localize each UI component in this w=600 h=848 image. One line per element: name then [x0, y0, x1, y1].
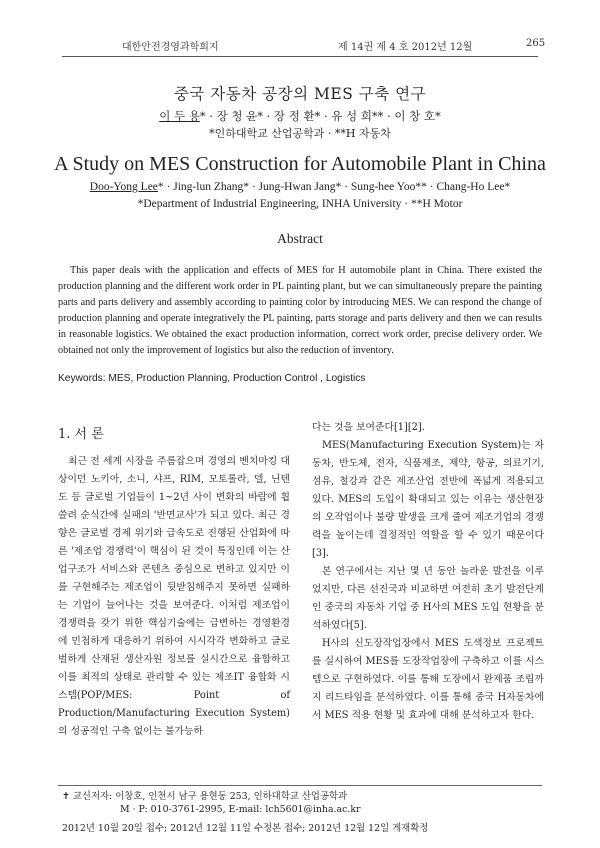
korean-title: 중국 자동차 공장의 MES 구축 연구: [173, 85, 427, 103]
abstract-body: This paper deals with the application and effects of MES for H automobile plant in China. There existed the production planning and the different work order in PL painting plant, but we can simultaneously prepare the painting parts and parts delivery and assembly according to painting color by introducing MES. We can respond the change of production planning and operate integratively the PL painting, parts storage and parts delivery and then we can results in reasonable logistics. We obtained the exact production information, correct work order, precise delivery order. We obtained not only the improvement of logistics but also the reduction of inventory.: [58, 265, 542, 356]
footnote-dates: 2012년 10월 20일 접수; 2012년 12월 11일 수정본 접수; 2012년 12월 12일 게재확정: [62, 823, 429, 834]
left-column-text: 최근 전 세계 시장을 주름잡으며 경영의 벤치마킹 대상이던 노키아, 소니, 샤프, RIM, 모토롤라, 델, 닌텐도 등 글로벌 기업들이 1~2년 사이 변화의 바람에 휩쓸려 순식간에 실패의 '반면교사'가 되고 있다. 최근 경향은 글로벌 경제 위기와 급속도로 진행된 산업화에 따른 '제조업 경쟁력'이 핵심이 된 것이 특징인데 이는 산업구조가 서비스와 콘텐츠 중심으로 변하고 있지만 이를 구현해주는 제조업이 뒷받침해주지 못하면 실패하는 기업이 늘어나는 것을 보여준다. 이처럼 제조업이 경쟁력을 갖기 위한 핵심기술에는 급변하는 경영환경에 민첩하게 대응하기 위하여 시시각각 변화하고 글로벌하게 산재된 생산자원 정보를 실시간으로 융합하고 이를 최적의 상태로 관리할 수 있는 제조IT 융합화 시스템(POP/MES: Point of Production/Manufacturing Execution System)의 성공적인 구축 없이는 불가능하: [58, 456, 290, 737]
right-paragraph-2: MES(Manufacturing Execution System)는 자동차, 반도체, 전자, 식품제조, 제약, 항공, 의료기기, 섬유, 철강과 같은 제조산업 전반에 폭넓게 적용되고 있다. MES의 도입이 확대되고 있는 이유는 생산현장의 오작업이나 불량 발생을 크게 줄여 제조기업의 경쟁력을 높이는데 결정적인 역할을 할 수 있기 때문이다[3].: [312, 440, 544, 559]
volume-info: 제 14권 제 4 호 2012년 12월: [338, 42, 473, 53]
footnote-rule: [58, 785, 542, 786]
right-paragraph-3: 본 연구에서는 지난 몇 년 동안 놀라운 발전을 이루었지만, 다른 선진국과 비교하면 여전히 초기 발전단계인 중국의 자동차 기업 중 H사의 MES 도입 현황을 분석하였다[5].: [312, 566, 544, 631]
header-rule: [62, 56, 538, 57]
korean-first-author: 이 두 용: [159, 109, 200, 123]
abstract-heading: Abstract: [277, 231, 323, 246]
keywords: Keywords: MES, Production Planning, Production Control , Logistics: [58, 373, 366, 384]
korean-authors: [0, 108, 600, 124]
english-authors: [0, 181, 600, 193]
section-heading: 1. 서 론: [58, 427, 104, 442]
footnote-contact: M · P: 010-3761-2995, E-mail: lch5601@inha.ac.kr: [120, 804, 361, 815]
page-number: 265: [526, 38, 546, 49]
english-other-authors: * · Jing-lun Zhang* · Jung-Hwan Jang* · Sung-hee Yoo** · Chang-Ho Lee*: [157, 181, 511, 193]
english-first-author: Doo-Yong Lee: [89, 181, 158, 193]
english-title: A Study on MES Construction for Automobile Plant in China: [54, 153, 546, 175]
korean-other-authors: * · 장 청 윤* · 장 정 환* · 유 성 희** · 이 창 호*: [199, 109, 441, 123]
korean-affiliation: *인하대학교 산업공학과 · **H 자동차: [209, 127, 391, 140]
english-affiliation: *Department of Industrial Engineering, INHA University · **H Motor: [137, 198, 463, 210]
journal-name: 대한안전경영과학회지: [122, 42, 219, 53]
right-paragraph-1: 다는 것을 보여준다[1][2].: [312, 422, 425, 433]
footnote-corresponding-author: ✝ 교신저자: 이창호, 인천시 남구 용현동 253, 인하대학교 산업공학과: [62, 791, 348, 802]
right-column: [312, 419, 544, 725]
right-paragraph-4: H사의 신도장작업장에서 MES 도색정보 프로젝트를 실시하여 MES를 도장작업장에 구축하고 이를 시스템으로 구현하였다. 이를 통해 도장에서 완제품 조립까지 리드타임을 분석하였다. 이를 통해 중국 H자동차에서 MES 적용 현황 및 효과에 대해 분석하고자 한다.: [312, 638, 544, 721]
